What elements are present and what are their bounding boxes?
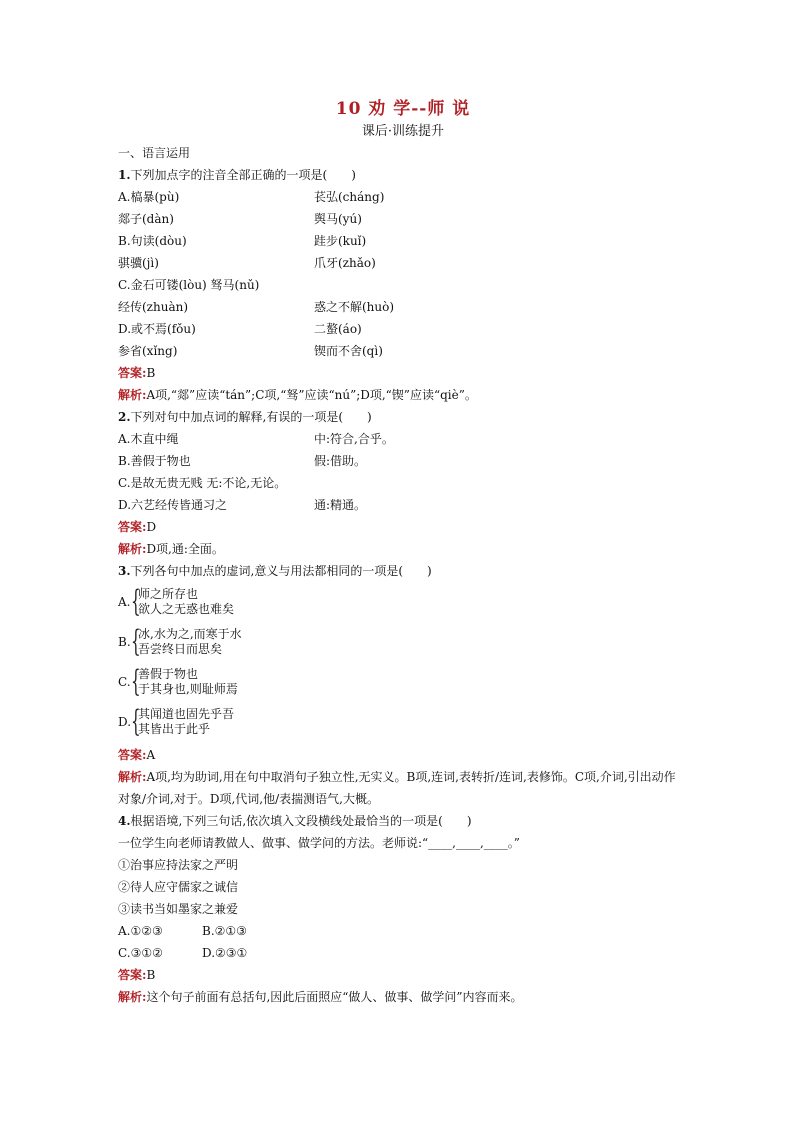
document-page xyxy=(118,96,678,1008)
option-group: D. { 其闻道也固先乎吾 其皆出于此乎 xyxy=(118,704,235,739)
question-2-stem: 2.下列对句中加点词的解释,有误的一项是( ) xyxy=(118,410,372,424)
option-row: D.六艺经传皆通习之 通:精通。 xyxy=(118,498,367,512)
choice-row: C.③①② D.②③① xyxy=(118,946,248,960)
option-row: C.金石可镂(lòu) 驽马(nǔ) xyxy=(118,278,260,292)
answer: 答案:D xyxy=(118,520,157,534)
list-item: ②待人应守儒家之诚信 xyxy=(118,880,239,894)
page-title: 10 劝 学--师 说 xyxy=(335,99,471,119)
answer: 答案:B xyxy=(118,366,156,380)
choice-row: A.①②③ B.②①③ xyxy=(118,924,247,938)
option-row: 骐骥(jì) 爪牙(zhǎo) xyxy=(118,256,376,270)
page-subtitle: 课后·训练提升 xyxy=(361,124,445,139)
answer: 答案:B xyxy=(118,968,156,982)
question-1-options xyxy=(118,186,678,362)
option-group: C. { 善假于物也 于其身也,则耻师焉 xyxy=(118,664,238,699)
option-row: A.槁暴(pù) 苌弘(cháng) xyxy=(118,190,385,204)
list-item: ③读书当如墨家之兼爱 xyxy=(118,902,239,916)
section-heading: 一、语言运用 xyxy=(118,146,191,160)
passage: 一位学生向老师请教做人、做事、做学问的方法。老师说:“____,____,____。” xyxy=(118,836,520,850)
option-row: 经传(zhuàn) 惑之不解(huò) xyxy=(118,300,395,314)
option-row: 参省(xǐng) 锲而不舍(qì) xyxy=(118,344,383,358)
list-item: ①治事应持法家之严明 xyxy=(118,858,239,872)
option-row: B.善假于物也 假:借助。 xyxy=(118,454,367,468)
question-3-stem: 3.下列各句中加点的虚词,意义与用法都相同的一项是( ) xyxy=(118,564,432,578)
question-4-stem: 4.根据语境,下列三句话,依次填入文段横线处最恰当的一项是( ) xyxy=(118,814,472,828)
option-group: A. { 师之所存也 欲人之无惑也难矣 xyxy=(118,584,235,619)
option-row: A.木直中绳 中:符合,合乎。 xyxy=(118,432,394,446)
answer: 答案:A xyxy=(118,748,156,762)
option-row: 郯子(dàn) 舆马(yú) xyxy=(118,212,362,226)
option-row: C.是故无贵无贱 无:不论,无论。 xyxy=(118,476,287,490)
option-row: B.句读(dòu) 跬步(kuǐ) xyxy=(118,234,367,248)
analysis: 解析:A项,均为助词,用在句中取消句子独立性,无实义。B项,连词,表转折/连词,表修饰。C项,介词,引出动作对象/介词,对于。D项,代词,他/表揣测语气,大概。 xyxy=(118,770,676,806)
analysis: 解析:D项,通:全面。 xyxy=(118,542,224,556)
option-row: D.或不焉(fǒu) 二螯(áo) xyxy=(118,322,362,336)
analysis: 解析:这个句子前面有总括句,因此后面照应“做人、做事、做学问”内容而来。 xyxy=(118,990,523,1004)
option-group: B. { 冰,水为之,而寒于水 吾尝终日而思矣 xyxy=(118,624,242,659)
analysis: 解析:A项,“郯”应读“tán”;C项,“驽”应读“nú”;D项,“锲”应读“qiè”。 xyxy=(118,388,477,402)
question-1-stem: 1.下列加点字的注音全部正确的一项是( ) xyxy=(118,168,356,182)
